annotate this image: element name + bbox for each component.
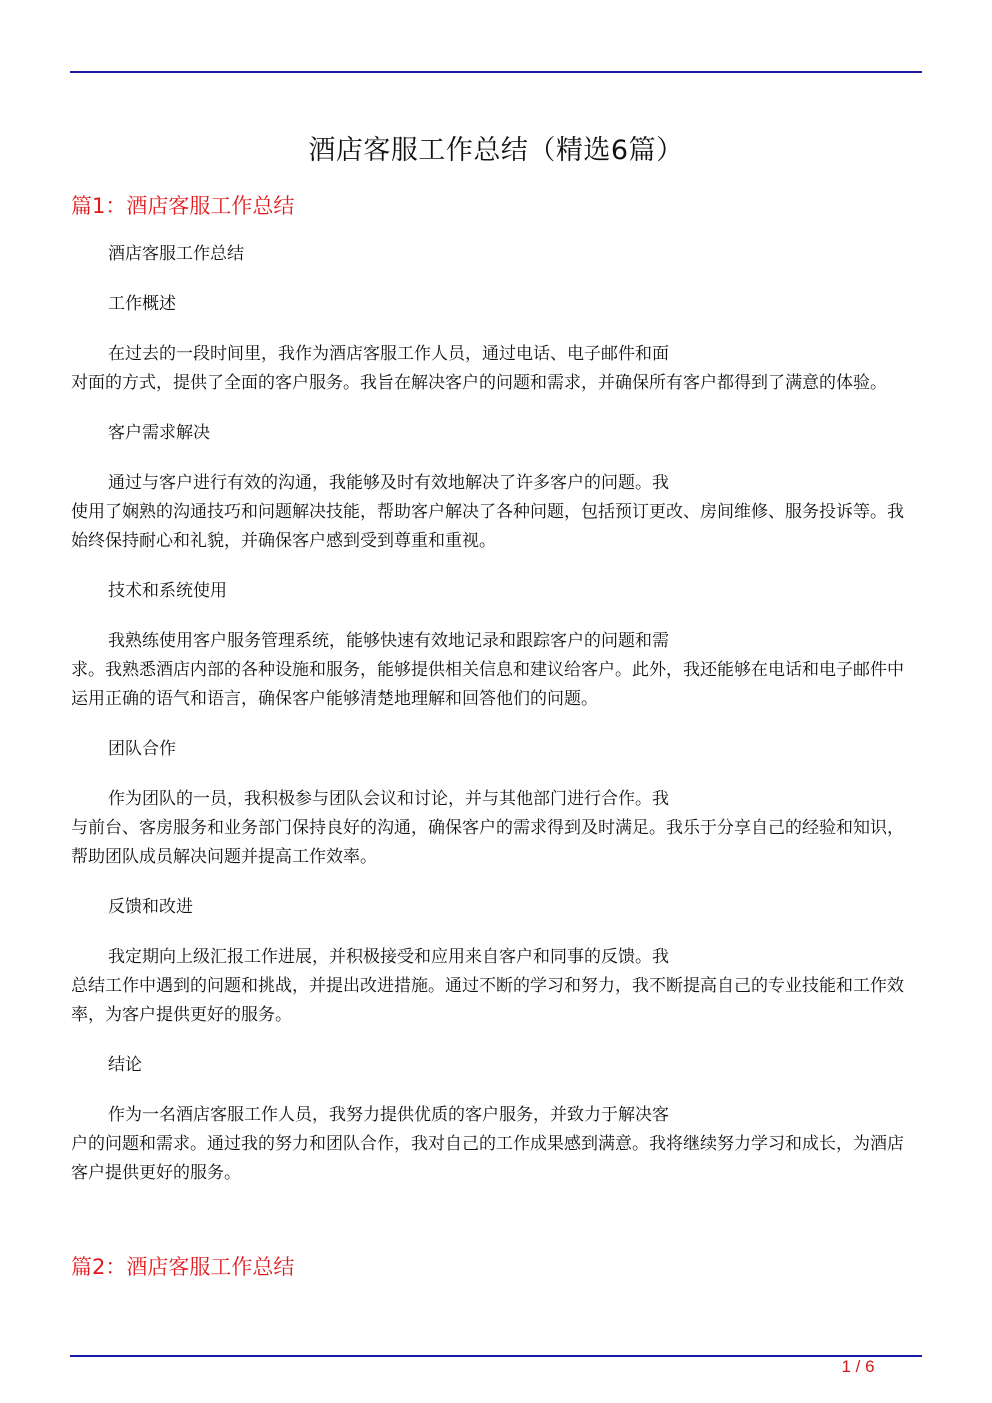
paragraph-first-line: 作为团队的一员，我积极参与团队会议和讨论，并与其他部门进行合作。我 xyxy=(108,789,669,809)
subheading: 客户需求解决 xyxy=(108,423,210,443)
page-indicator: 1 / 6 xyxy=(841,1357,875,1376)
paragraph xyxy=(71,943,916,1030)
footer-rule xyxy=(70,1355,922,1357)
subheading: 技术和系统使用 xyxy=(108,581,227,601)
subheading: 酒店客服工作总结 xyxy=(108,244,244,264)
document-title: 酒店客服工作总结（精选6篇） xyxy=(308,135,684,166)
subheading: 结论 xyxy=(108,1055,142,1075)
paragraph xyxy=(71,627,916,714)
paragraph-first-line: 作为一名酒店客服工作人员，我努力提供优质的客户服务，并致力于解决客 xyxy=(108,1105,669,1125)
paragraph-rest: 求。我熟悉酒店内部的各种设施和服务，能够提供相关信息和建议给客户。此外，我还能够在电话和电子邮件中运用正确的语气和语言，确保客户能够清楚地理解和回答他们的问题。 xyxy=(71,660,904,709)
subheading: 团队合作 xyxy=(108,739,176,759)
paragraph-first-line: 通过与客户进行有效的沟通，我能够及时有效地解决了许多客户的问题。我 xyxy=(108,473,669,493)
section-1-body xyxy=(71,240,916,1209)
paragraph-first-line: 我定期向上级汇报工作进展，并积极接受和应用来自客户和同事的反馈。我 xyxy=(108,947,669,967)
paragraph-rest: 与前台、客房服务和业务部门保持良好的沟通，确保客户的需求得到及时满足。我乐于分享自己的经验和知识，帮助团队成员解决问题并提高工作效率。 xyxy=(71,818,904,867)
paragraph-rest: 户的问题和需求。通过我的努力和团队合作，我对自己的工作成果感到满意。我将继续努力学习和成长，为酒店客户提供更好的服务。 xyxy=(71,1134,904,1183)
paragraph-rest: 使用了娴熟的沟通技巧和问题解决技能，帮助客户解决了各种问题，包括预订更改、房间维修、服务投诉等。我始终保持耐心和礼貌，并确保客户感到受到尊重和重视。 xyxy=(71,502,904,551)
paragraph-rest: 总结工作中遇到的问题和挑战，并提出改进措施。通过不断的学习和努力，我不断提高自己的专业技能和工作效率，为客户提供更好的服务。 xyxy=(71,976,904,1025)
paragraph xyxy=(71,340,916,398)
paragraph xyxy=(71,1101,916,1188)
paragraph-first-line: 我熟练使用客户服务管理系统，能够快速有效地记录和跟踪客户的问题和需 xyxy=(108,631,669,651)
paragraph-rest: 对面的方式，提供了全面的客户服务。我旨在解决客户的问题和需求，并确保所有客户都得到了满意的体验。 xyxy=(71,373,887,393)
subheading: 工作概述 xyxy=(108,294,176,314)
paragraph xyxy=(71,785,916,872)
section-heading-1: 篇1：酒店客服工作总结 xyxy=(71,194,295,218)
section-heading-2: 篇2：酒店客服工作总结 xyxy=(71,1255,295,1279)
paragraph xyxy=(71,469,916,556)
header-rule xyxy=(70,71,922,73)
paragraph-first-line: 在过去的一段时间里，我作为酒店客服工作人员，通过电话、电子邮件和面 xyxy=(108,344,669,364)
subheading: 反馈和改进 xyxy=(108,897,193,917)
